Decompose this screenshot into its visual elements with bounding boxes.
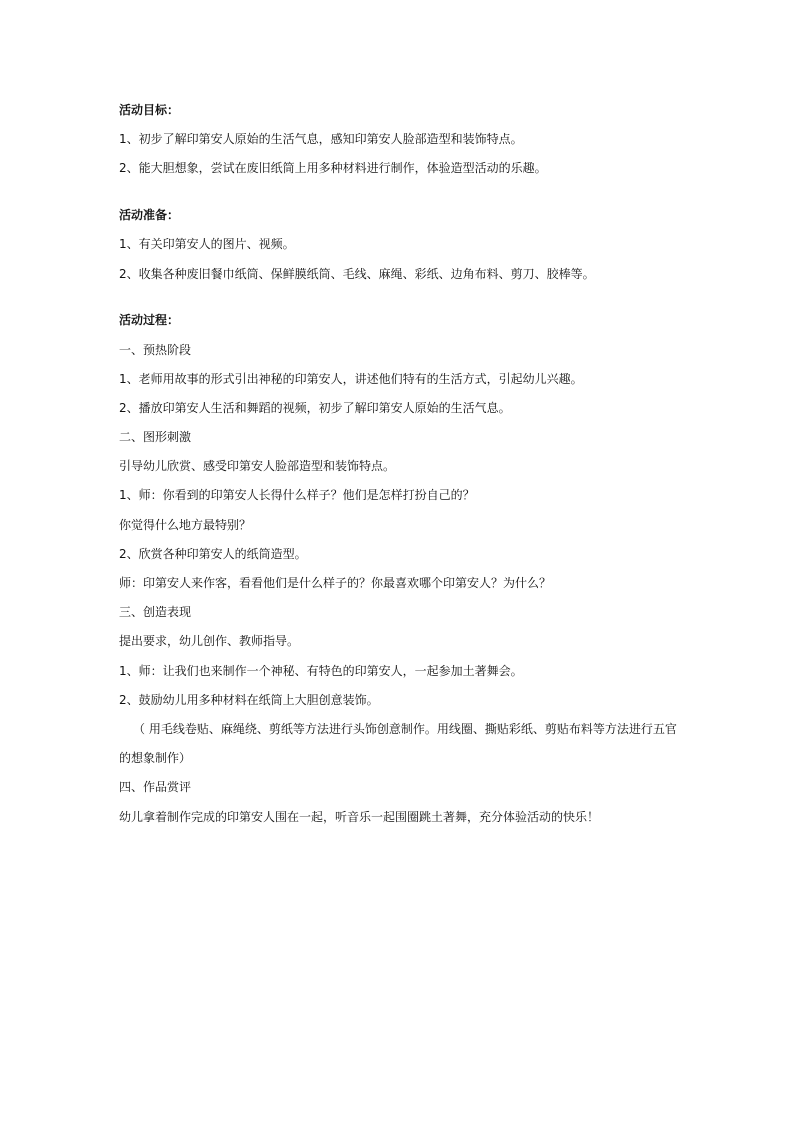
process-line: 2、鼓励幼儿用多种材料在纸筒上大胆创意装饰。 — [119, 692, 379, 707]
section-spacer — [119, 184, 679, 202]
process-line: 2、欣赏各种印第安人的纸筒造型。 — [119, 546, 307, 561]
process-stage-4-title: 四、作品赏评 — [119, 780, 192, 795]
process-line: 引导幼儿欣赏、感受印第安人脸部造型和装饰特点。 — [119, 459, 396, 474]
document-body — [119, 96, 679, 832]
section-spacer — [119, 289, 679, 307]
process-line: 你觉得什么地方最特别？ — [119, 517, 252, 532]
process-line: 提出要求，幼儿创作、教师指导。 — [119, 634, 300, 649]
preparation-item-1: 1、有关印第安人的图片、视频。 — [119, 237, 295, 252]
heading-activity-preparation: 活动准备： — [119, 208, 180, 223]
process-line: 的想象制作） — [119, 751, 192, 766]
preparation-item-2: 2、收集各种废旧餐巾纸筒、保鲜膜纸筒、毛线、麻绳、彩纸、边角布料、剪刀、胶棒等。 — [119, 266, 595, 281]
goal-item-1: 1、初步了解印第安人原始的生活气息，感知印第安人脸部造型和装饰特点。 — [119, 132, 523, 147]
heading-activity-process: 活动过程： — [119, 313, 180, 328]
process-line: 1、师：让我们也来制作一个神秘、有特色的印第安人，一起参加土著舞会。 — [119, 663, 523, 678]
process-stage-3-title: 三、创造表现 — [119, 605, 192, 620]
process-line: 师：印第安人来作客，看看他们是什么样子的？你最喜欢哪个印第安人？为什么？ — [119, 576, 552, 590]
process-line: 幼儿拿着制作完成的印第安人围在一起，听音乐一起围圈跳土著舞，充分体验活动的快乐！ — [119, 809, 600, 824]
process-line: 1、师：你看到的印第安人长得什么样子？他们是怎样打扮自己的？ — [119, 488, 475, 503]
process-line: （ 用毛线卷贴、麻绳绕、剪纸等方法进行头饰创意制作。用线圈、撕贴彩纸、剪贴布料等方法进行五官 — [133, 721, 677, 736]
process-line: 1、老师用故事的形式引出神秘的印第安人，讲述他们特有的生活方式，引起幼儿兴趣。 — [119, 371, 583, 386]
goal-item-2: 2、能大胆想象，尝试在废旧纸筒上用多种材料进行制作，体验造型活动的乐趣。 — [119, 161, 547, 176]
heading-activity-goals: 活动目标： — [119, 103, 180, 117]
process-stage-2-title: 二、图形刺激 — [119, 430, 192, 445]
process-line: 2、播放印第安人生活和舞蹈的视频，初步了解印第安人原始的生活气息。 — [119, 400, 511, 415]
process-stage-1-title: 一、预热阶段 — [119, 342, 192, 357]
